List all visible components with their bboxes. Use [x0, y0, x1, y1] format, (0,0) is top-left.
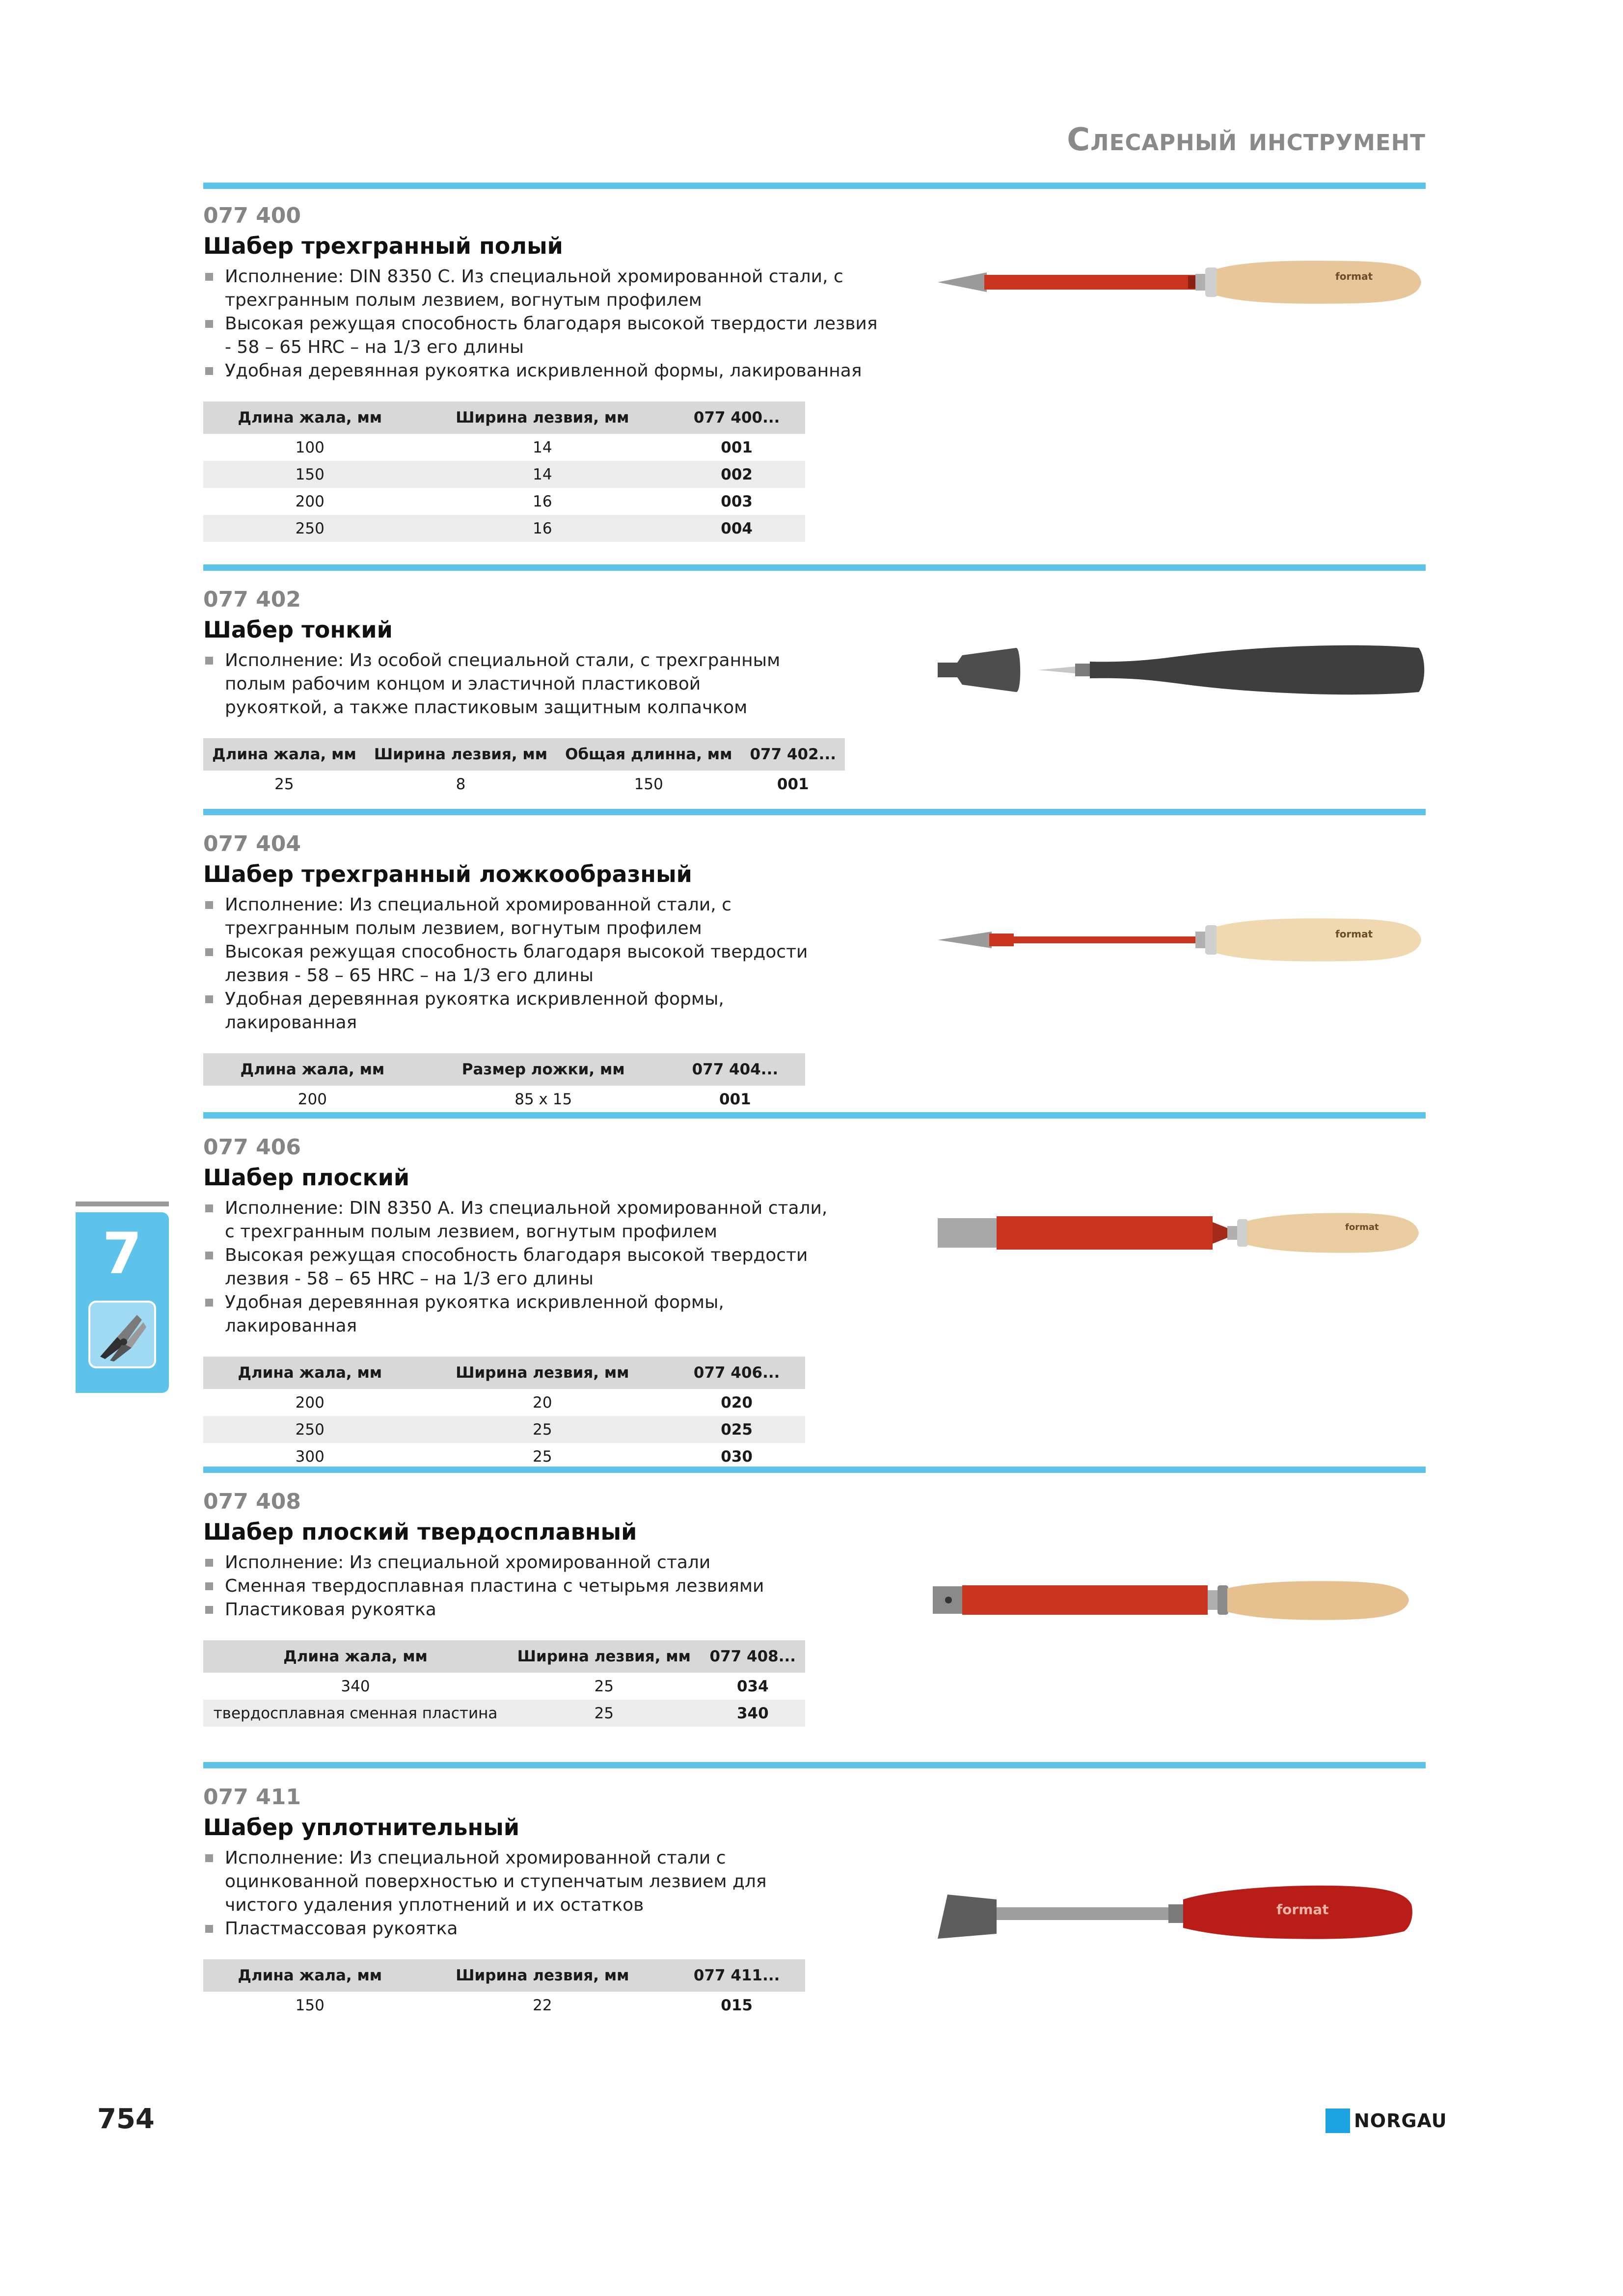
product-code: 077 408: [203, 1489, 301, 1514]
table-cell: 200: [295, 492, 325, 510]
table-cell: 250: [203, 1416, 416, 1443]
table-cell: 150: [634, 775, 663, 793]
table-header: Длина жала, мм: [203, 401, 416, 434]
chapter-number: 7: [102, 1221, 142, 1287]
flat-scraper-image: [933, 1198, 1429, 1271]
feature-item: Высокая режущая способность благодаря высокой твердости лезвия - 58 – 65 HRC – на 1/3 его длины: [203, 1244, 841, 1291]
product-title: Шабер плоский: [203, 1164, 410, 1191]
table-header: Длина жала, мм: [203, 1357, 416, 1389]
table-row: [203, 1389, 805, 1416]
feature-item: Высокая режущая способность благодаря высокой твердости лезвия - 58 – 65 HRC – на 1/3 его длины: [203, 312, 881, 359]
spec-table: [203, 1053, 805, 1113]
handle-brand-label: format: [1276, 1901, 1329, 1918]
table-cell: 14: [416, 461, 668, 488]
table-header: Ширина лезвия, мм: [416, 1959, 668, 1992]
product-code: 077 406: [203, 1135, 301, 1160]
carbide-scraper-image: [923, 1566, 1429, 1634]
table-header: 077 406...: [668, 1357, 805, 1389]
spec-table: [203, 401, 805, 542]
table-row: [203, 1416, 805, 1443]
product-title: Шабер тонкий: [203, 616, 393, 643]
table-cell: 25: [274, 775, 294, 793]
section-divider: [203, 809, 1426, 815]
spec-table: [203, 738, 845, 798]
table-cell: 85 x 15: [514, 1090, 572, 1108]
feature-item: Исполнение: DIN 8350 A. Из специальной хромированной стали, с трехгранным полым лезвием, вогнутым профилем: [203, 1197, 841, 1244]
section-divider: [203, 564, 1426, 571]
thin-scraper-image: [933, 633, 1429, 707]
chapter-tab-divider: [76, 1201, 169, 1206]
feature-item: Удобная деревянная рукоятка искривленной формы, лакированная: [203, 988, 827, 1035]
table-cell: 300: [295, 1447, 325, 1466]
article-number: 034: [736, 1677, 769, 1695]
article-number: 001: [719, 1090, 751, 1108]
article-number: 002: [668, 461, 805, 488]
product-title: Шабер плоский твердосплавный: [203, 1519, 637, 1545]
feature-list: [203, 649, 797, 720]
feature-item: Исполнение: Из специальной хромированной стали: [203, 1551, 841, 1575]
table-cell: 25: [533, 1447, 552, 1466]
handle-brand-label: format: [1335, 270, 1373, 282]
table-header: Размер ложки, мм: [422, 1053, 665, 1086]
table-cell: 14: [533, 438, 552, 456]
feature-list: [203, 1197, 841, 1338]
spec-table: [203, 1959, 805, 2019]
table-row: [203, 434, 805, 461]
table-cell: 8: [456, 775, 466, 793]
table-cell: 22: [533, 1996, 552, 2014]
spoon-scraper-image: [933, 903, 1429, 977]
article-number: 004: [668, 515, 805, 542]
chapter-tab[interactable]: [76, 1212, 169, 1393]
product-title: Шабер трехгранный полый: [203, 233, 563, 259]
table-header: Ширина лезвия, мм: [416, 401, 668, 434]
article-number: 015: [721, 1996, 753, 2014]
table-header: 077 408...: [701, 1640, 805, 1673]
table-header: 077 400...: [668, 401, 805, 434]
feature-item: Удобная деревянная рукоятка искривленной формы, лакированная: [203, 1291, 841, 1338]
article-number: 020: [721, 1393, 753, 1412]
table-cell: 20: [533, 1393, 552, 1412]
product-code: 077 400: [203, 203, 301, 228]
table-header: Ширина лезвия, мм: [416, 1357, 668, 1389]
section-divider: [203, 1762, 1426, 1768]
table-row: [203, 515, 805, 542]
table-cell: 16: [416, 515, 668, 542]
feature-item: Исполнение: DIN 8350 C. Из специальной хромированной стали, с трехгранным полым лезвием, вогнутым профилем: [203, 265, 881, 312]
page-header-title: Слесарный инструмент: [1067, 122, 1426, 158]
table-header: Длина жала, мм: [203, 1959, 416, 1992]
feature-item: Высокая режущая способность благодаря высокой твердости лезвия - 58 – 65 HRC – на 1/3 его длины: [203, 940, 827, 988]
table-row: [203, 771, 845, 798]
table-header: Общая длинна, мм: [556, 738, 741, 771]
table-cell: 200: [295, 1393, 325, 1412]
table-cell: 200: [298, 1090, 327, 1108]
table-row: [203, 1700, 805, 1727]
table-cell: 100: [295, 438, 325, 456]
spec-table: [203, 1640, 805, 1727]
table-cell: 25: [594, 1677, 614, 1695]
feature-item: Исполнение: Из особой специальной стали, с трехгранным полым рабочим концом и эластичной пластиковой рукояткой, а также пластиковым защитным колпачком: [203, 649, 797, 720]
article-number: 001: [721, 438, 753, 456]
page-number: 754: [97, 2103, 155, 2135]
product-title: Шабер трехгранный ложкообразный: [203, 861, 692, 887]
triangular-scraper-image: [933, 245, 1429, 319]
table-row: [203, 1673, 805, 1700]
table-cell: 150: [295, 1996, 325, 2014]
feature-list: [203, 1846, 773, 1941]
table-cell: 340: [341, 1677, 370, 1695]
article-number: 003: [721, 492, 753, 510]
table-cell: 25: [416, 1416, 668, 1443]
product-code: 077 404: [203, 831, 301, 856]
table-cell: 16: [533, 492, 552, 510]
handle-brand-label: format: [1345, 1222, 1379, 1232]
feature-list: [203, 1551, 841, 1622]
table-cell: 25: [508, 1700, 701, 1727]
feature-list: [203, 265, 881, 383]
table-cell: 250: [203, 515, 416, 542]
pliers-icon: [88, 1301, 156, 1368]
table-header: Длина жала, мм: [203, 1640, 508, 1673]
brand-logo: [1325, 2109, 1447, 2133]
feature-item: Пластиковая рукоятка: [203, 1598, 841, 1622]
section-divider: [203, 1112, 1426, 1119]
feature-item: Исполнение: Из специальной хромированной стали с оцинкованной поверхностью и ступенчатым лезвием для чистого удаления уплотнений и их остатков: [203, 1846, 773, 1917]
product-code: 077 402: [203, 587, 301, 612]
feature-list: [203, 893, 827, 1035]
table-header: 077 402...: [741, 738, 845, 771]
product-077-406: [203, 1133, 1426, 1470]
brand-name: NORGAU: [1354, 2110, 1447, 2132]
table-cell: твердосплавная сменная пластина: [203, 1700, 508, 1727]
article-number: 001: [777, 775, 809, 793]
table-header: Ширина лезвия, мм: [365, 738, 556, 771]
product-code: 077 411: [203, 1785, 301, 1810]
handle-brand-label: format: [1335, 928, 1373, 940]
gasket-scraper-image: [933, 1875, 1429, 1953]
table-header: Ширина лезвия, мм: [508, 1640, 701, 1673]
table-row: [203, 461, 805, 488]
brand-square-icon: [1325, 2109, 1350, 2133]
article-number: 340: [701, 1700, 805, 1727]
article-number: 030: [721, 1447, 753, 1466]
feature-item: Удобная деревянная рукоятка искривленной формы, лакированная: [203, 359, 881, 383]
product-title: Шабер уплотнительный: [203, 1814, 520, 1841]
table-header: Длина жала, мм: [203, 1053, 422, 1086]
feature-item: Сменная твердосплавная пластина с четырьмя лезвиями: [203, 1575, 841, 1598]
table-row: [203, 488, 805, 515]
spec-table: [203, 1357, 805, 1470]
section-divider: [203, 183, 1426, 189]
feature-item: Пластмассовая рукоятка: [203, 1917, 773, 1941]
table-cell: 150: [203, 461, 416, 488]
article-number: 025: [668, 1416, 805, 1443]
table-row: [203, 1086, 805, 1113]
table-row: [203, 1992, 805, 2019]
table-header: 077 404...: [665, 1053, 805, 1086]
table-header: Длина жала, мм: [203, 738, 365, 771]
section-divider: [203, 1467, 1426, 1473]
table-row: [203, 1443, 805, 1470]
feature-item: Исполнение: Из специальной хромированной стали, с трехгранным полым лезвием, вогнутым профилем: [203, 893, 827, 940]
table-header: 077 411...: [668, 1959, 805, 1992]
